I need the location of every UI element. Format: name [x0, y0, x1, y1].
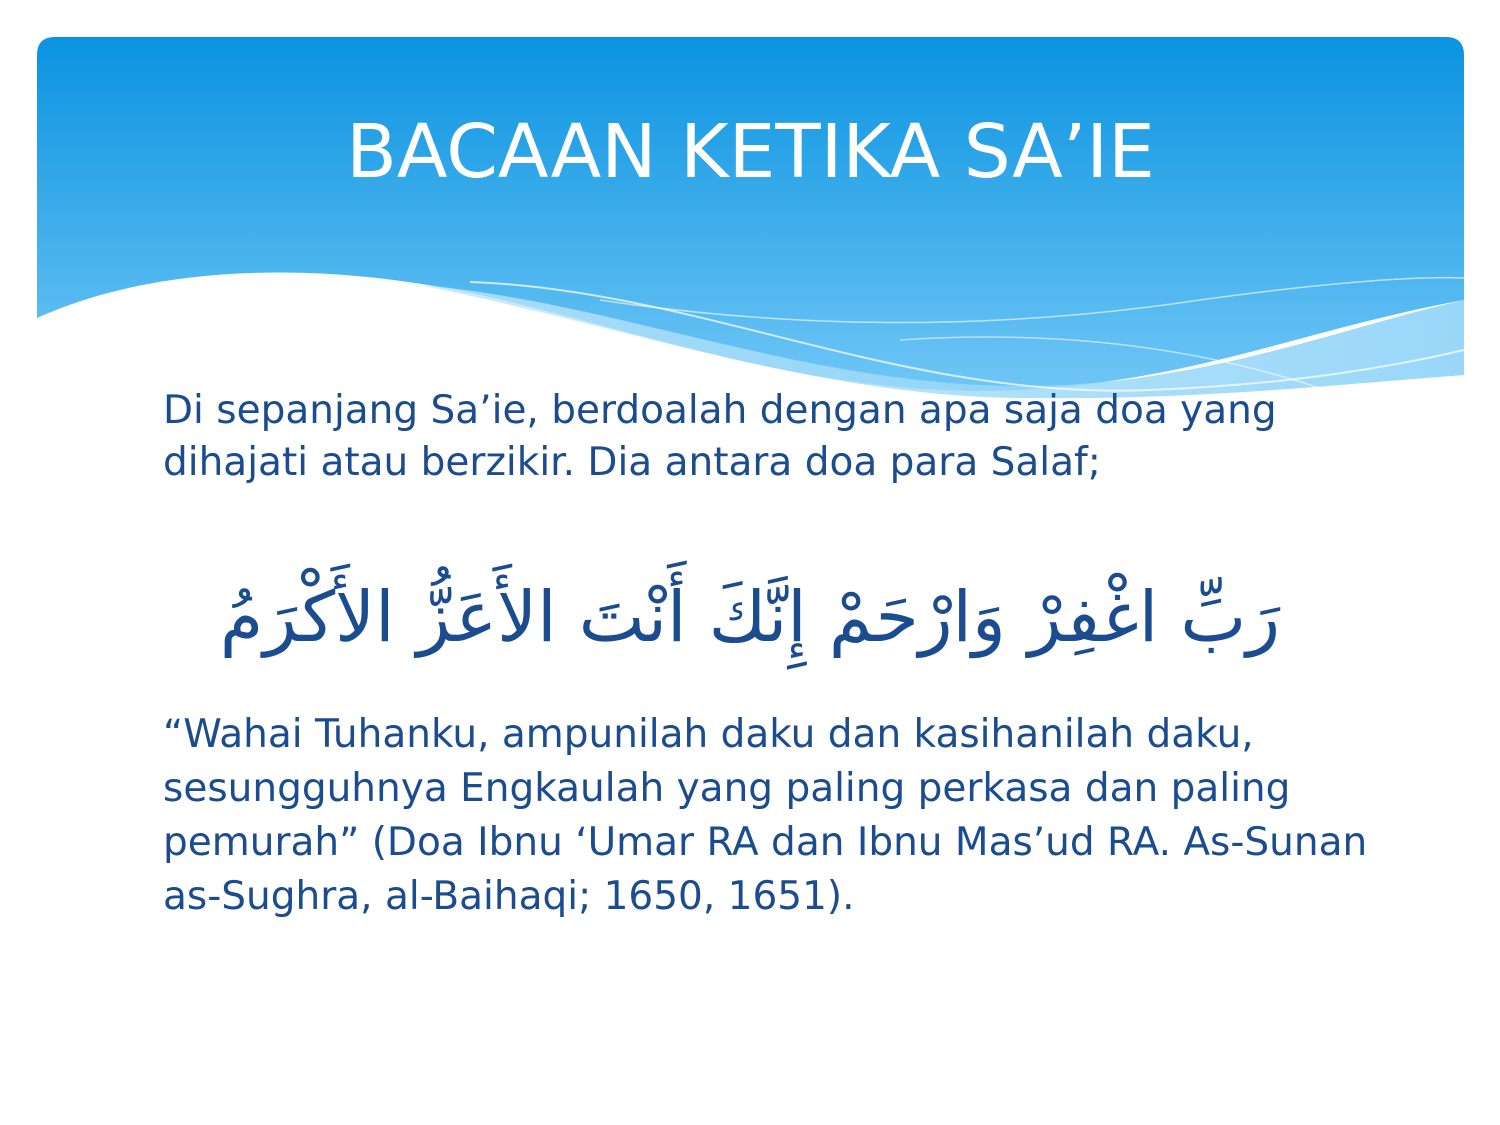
arabic-prayer: رَبِّ اغْفِرْ وَارْحَمْ إِنَّكَ أَنْتَ الأَعَزُّ الأَكْرَمُ — [219, 576, 1281, 658]
intro-paragraph: Di sepanjang Sa’ie, berdoalah dengan apa saja doa yang dihajati atau berzikir. Dia antara doa para Salaf; — [163, 388, 1277, 485]
slide-title: BACAAN KETIKA SA’IE — [346, 109, 1155, 195]
prayer-translation: “Wahai Tuhanku, ampunilah daku dan kasihanilah daku, sesungguhnya Engkaulah yang paling perkasa dan paling pemurah” (Doa Ibnu ‘Umar RA dan Ibnu Mas’ud RA. As-Sunan as-Sughra, al-Baihaqi; 1650, 1651). — [163, 712, 1368, 919]
header-wave-background — [0, 0, 1500, 420]
